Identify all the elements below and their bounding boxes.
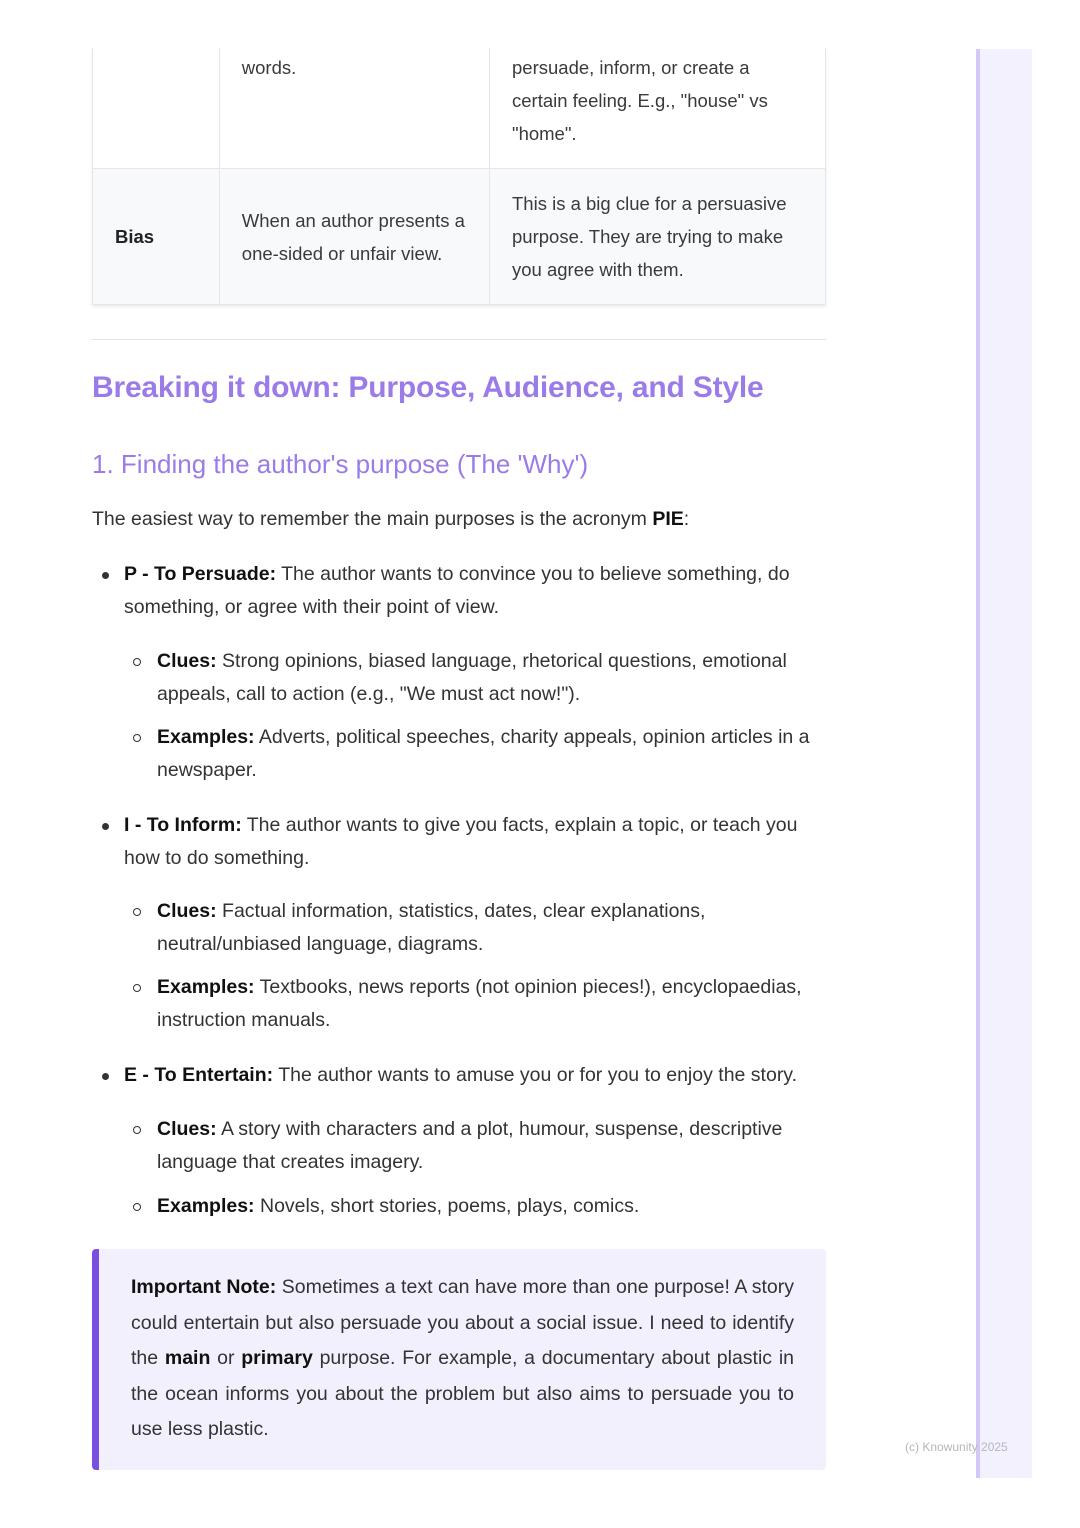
examples-label: Examples: (157, 976, 255, 998)
why-cell (490, 48, 826, 169)
clues-label: Clues: (157, 900, 217, 922)
examples-item (157, 1190, 829, 1223)
note-bold-main: main (164, 1347, 211, 1369)
note-bold-primary: primary (241, 1347, 313, 1369)
subsection-title: 1. Finding the author's purpose (The 'Why') (92, 449, 589, 479)
important-note-callout (92, 1249, 826, 1470)
note-text (131, 1270, 794, 1448)
purpose-label: E - To Entertain: (124, 1064, 274, 1086)
clues-item (157, 645, 829, 711)
examples-label: Examples: (157, 1195, 255, 1217)
examples-text: Adverts, political speeches, charity appeals, opinion articles in a newspaper. (157, 726, 810, 781)
clues-item (157, 1113, 829, 1179)
examples-text: Textbooks, news reports (not opinion pieces!), encyclopaedias, instruction manuals. (157, 976, 802, 1031)
section-title: Breaking it down: Purpose, Audience, and Style (92, 371, 764, 404)
examples-item (157, 971, 829, 1037)
sub-bullet-icon (133, 1126, 141, 1134)
table-row (93, 169, 826, 305)
purpose-label: I - To Inform: (124, 814, 242, 836)
clues-text: Factual information, statistics, dates, clear explanations, neutral/unbiased language, diagrams. (157, 900, 706, 955)
page-side-strip (976, 49, 1032, 1478)
definition-text: words. (241, 57, 297, 78)
term-cell (93, 48, 220, 169)
purpose-item-persuade (124, 558, 830, 624)
side-strip-bar (976, 49, 980, 1478)
note-part: Sometimes a text can have more than one purpose! A story could entertain but also persuade you about a social issue. I need to identify the (131, 1276, 795, 1369)
purpose-text: The author wants to convince you to believe something, do something, or agree with their point of view. (124, 563, 790, 618)
purpose-item-entertain (124, 1059, 830, 1092)
sub-bullet-icon (133, 658, 141, 666)
clues-label: Clues: (157, 1118, 217, 1140)
examples-label: Examples: (157, 726, 255, 748)
bullet-icon (102, 572, 109, 579)
copyright-footer: (c) Knowunity 2025 (905, 1440, 1008, 1454)
section-divider (92, 339, 826, 340)
sub-bullet-icon (133, 908, 141, 916)
examples-item (157, 721, 829, 787)
intro-acronym: PIE (652, 508, 684, 530)
table-row (93, 48, 826, 169)
why-cell: This is a big clue for a persuasive purpose. They are trying to make you agree with them. (490, 169, 826, 305)
intro-paragraph (92, 504, 689, 534)
purpose-text: The author wants to amuse you or for you to enjoy the story. (273, 1064, 798, 1086)
note-part: purpose. For example, a documentary about plastic in the ocean informs you about the problem but also aims to persuade you to use less plastic. (131, 1347, 794, 1440)
purpose-text: The author wants to give you facts, explain a topic, or teach you how to do something. (124, 814, 798, 869)
sub-bullet-icon (133, 1203, 141, 1211)
clues-label: Clues: (157, 650, 217, 672)
note-label: Important Note: (131, 1276, 277, 1298)
intro-text: The easiest way to remember the main purposes is the acronym (92, 508, 653, 530)
note-part: or (210, 1347, 242, 1369)
purpose-item-inform (124, 809, 830, 875)
definition-cell (219, 48, 489, 169)
sub-bullet-icon (133, 734, 141, 742)
bullet-icon (102, 823, 109, 830)
why-text: persuade, inform, or create a certain feeling. E.g., "house" vs "home". (512, 57, 768, 144)
sub-bullet-icon (133, 984, 141, 992)
purpose-label: P - To Persuade: (124, 563, 277, 585)
bullet-icon (102, 1073, 109, 1080)
clues-text: A story with characters and a plot, humour, suspense, descriptive language that creates imagery. (157, 1118, 783, 1173)
clues-text: Strong opinions, biased language, rhetorical questions, emotional appeals, call to action (e.g., "We must act now!"). (157, 650, 787, 705)
term-cell: Bias (93, 169, 220, 305)
terms-table (92, 48, 826, 305)
examples-text: Novels, short stories, poems, plays, comics. (254, 1195, 640, 1217)
intro-end: : (683, 508, 690, 530)
definition-cell: When an author presents a one-sided or unfair view. (219, 169, 489, 305)
clues-item (157, 895, 829, 961)
